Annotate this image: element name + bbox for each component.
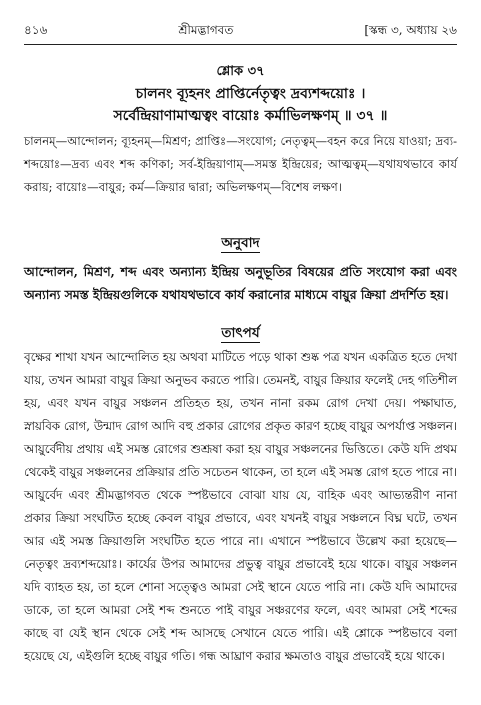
purport-text: বৃক্ষের শাখা যখন আন্দোলিত হয় অথবা মাটিতে পড়ে থাকা শুষ্ক পত্র যখন একত্রিত হতে দেখা যায়, তখন আমরা বায়ুর ক্রিয়া অনুভব করতে পারি। তেমনই, বায়ুর ক্রিয়ার ফলেই দেহ গতিশীল হয়, এবং যখন বায়ুর সঞ্চলন প্রতিহত হয়, তখন নানা রকম রোগ দেখা দেয়। পক্ষাঘাত, স্নায়বিক রোগ, উন্মাদ রোগ আদি বহু প্রকার রোগের প্রকৃত কারণ হচ্ছে বায়ুর অপর্যাপ্ত সঞ্চলন। আয়ুর্বেদীয় প্রথায় এই সমস্ত রোগের শুশ্রূষা করা হয় বায়ুর সঞ্চলনের ভিত্তিতে। কেউ যদি প্রথম থেকেই বায়ুর সঞ্চলনের প্রক্রিয়ার প্রতি সচেতন থাকেন, তা হলে এই সমস্ত রোগ হতে পারে না। আয়ুর্বেদ এবং শ্রীমদ্ভাগবত থেকে স্পষ্টভাবে বোঝা যায় যে, বাহিক এবং আভ্যন্তরীণ নানা প্রকার ক্রিয়া সংঘটিত হচ্ছে কেবল বায়ুর প্রভাবে, এবং যখনই বায়ুর সঞ্চলনে বিঘ্ন ঘটে, তখন আর এই সমস্ত ক্রিয়াগুলি সংঘটিত হতে পারে না। এখানে স্পষ্টভাবে উল্লেখ করা হয়েছে—নেতৃত্বং দ্রব্যশব্দয়োঃ। কার্যের উপর আমাদের প্রভুত্ব বায়ুর প্রভাবেই হয়ে থাকে। বায়ুর সঞ্চলন যদি ব্যাহত হয়, তা হলে শোনা সত্ত্বেও আমরা সেই স্থানে যেতে পারি না। কেউ যদি আমাদের ডাকে, তা হলে আমরা সেই শব্দ শুনতে পাই বায়ুর সঞ্চরণের ফলে, এবং আমরা সেই শব্দের কাছে বা যেই স্থান থেকে সেই শব্দ আসছে সেখানে যেতে পারি। এই শ্লোকে স্পষ্টভাবে বলা হয়েছে যে, এইগুলি হচ্ছে বায়ুর গতি। গন্ধ আঘ্রাণ করার ক্ষমতাও বায়ুর প্রভাবেই হয়ে থাকে। bbox=[24, 350, 457, 663]
word-by-word-text: চালনম্—আন্দোলন; ব্যূহনম্—মিশ্রণ; প্রাপ্তিঃ—সংযোগ; নেতৃত্বম্—বহন করে নিয়ে যাওয়া; দ্রব্য-শব্দয়োঃ—দ্রব্য এবং শব্দ কণিকা; সর্ব-ইন্দ্রিয়াণাম্—সমস্ত ইন্দ্রিয়ের; আত্মত্বম্—যথাযথভাবে কার্য করায়; বায়োঃ—বায়ুর; কর্ম—ক্রিয়ার দ্বারা; অভিলক্ষণম্—বিশেষ লক্ষণ। bbox=[24, 134, 457, 194]
section-reference: [স্কন্ধ ৩, অধ্যায় ২৬ bbox=[364, 23, 457, 37]
translation-text: আন্দোলন, মিশ্রণ, শব্দ এবং অন্যান্য ইন্দ্রিয় অনুভূতির বিষয়ের প্রতি সংযোগ করা এবং অন্যান্য সমস্ত ইন্দ্রিয়গুলিকে যথাযথভাবে কার্য করানোর মাধ্যমে বায়ুর ক্রিয়া প্রদর্শিত হয়। bbox=[24, 264, 457, 302]
header-rule bbox=[24, 44, 457, 45]
page-number: ৪১৬ bbox=[24, 23, 48, 37]
translation-heading bbox=[0, 232, 481, 255]
book-title: শ্রীমদ্ভাগবত bbox=[178, 23, 234, 37]
purport bbox=[24, 346, 457, 668]
purport-heading-text: তাৎপর্য bbox=[221, 325, 260, 341]
translation-heading-text: অনুবাদ bbox=[221, 235, 260, 251]
purport-heading bbox=[0, 322, 481, 345]
verse-line-2: সর্বেন্দ্রিয়াণামাত্মত্বং বায়োঃ কর্মাভিলক্ষণম্ ॥ ৩৭ ॥ bbox=[113, 108, 388, 124]
word-by-word bbox=[24, 130, 457, 199]
translation bbox=[24, 260, 457, 306]
verse-line-1: চালনং ব্যূহনং প্রাপ্তির্নেতৃত্বং দ্রব্যশব্দয়োঃ । bbox=[135, 86, 366, 102]
page-header bbox=[24, 22, 457, 42]
verse-title: শ্লোক ৩৭ bbox=[216, 64, 265, 79]
